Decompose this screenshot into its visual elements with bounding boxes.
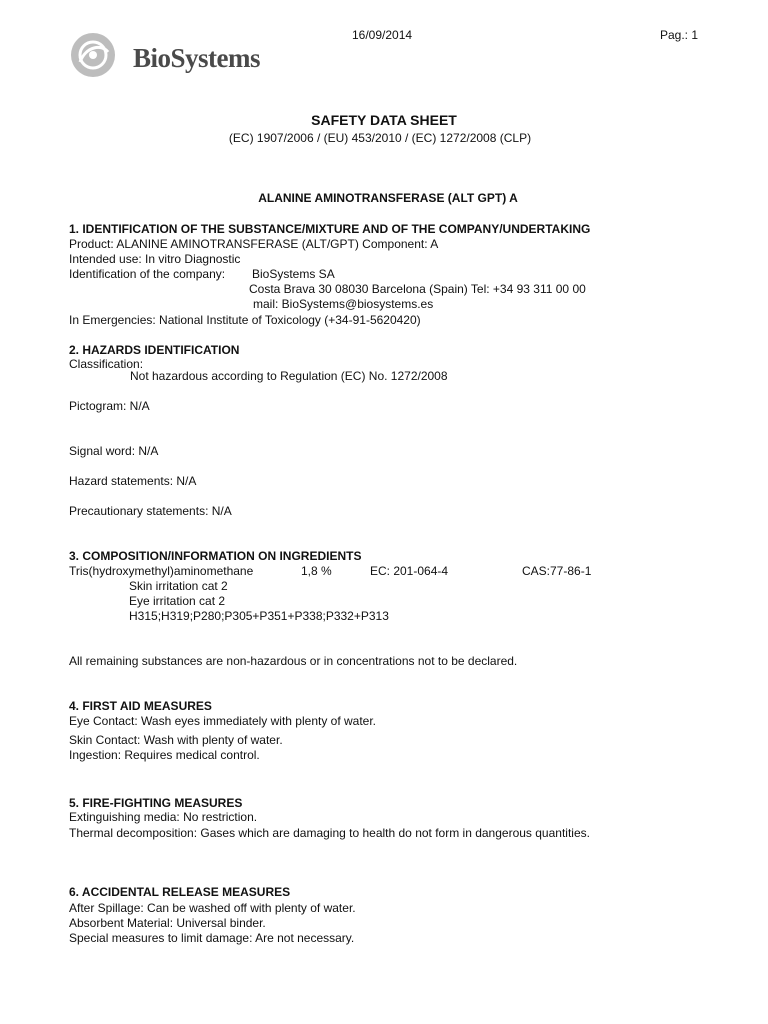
intended-use-line: Intended use: In vitro Diagnostic [69,252,241,266]
page-number: Pag.: 1 [660,28,699,42]
section-3-heading: 3. COMPOSITION/INFORMATION ON INGREDIENTS [69,549,362,563]
document-title: SAFETY DATA SHEET [311,112,457,128]
document-date: 16/09/2014 [352,28,413,42]
ingestion-line: Ingestion: Requires medical control. [69,748,260,762]
regulation-reference: (EC) 1907/2006 / (EU) 453/2010 / (EC) 1272/2008 (CLP) [228,131,532,145]
skin-irritation-class: Skin irritation cat 2 [129,579,228,593]
after-spillage-line: After Spillage: Can be washed off with plenty of water. [69,901,356,915]
product-line: Product: ALANINE AMINOTRANSFERASE (ALT/GPT) Component: A [69,237,439,251]
section-1-heading: 1. IDENTIFICATION OF THE SUBSTANCE/MIXTURE AND OF THE COMPANY/UNDERTAKING [69,222,591,236]
eye-contact-line: Eye Contact: Wash eyes immediately with plenty of water. [69,714,377,728]
classification-label: Classification: [69,357,144,371]
remaining-substances-note: All remaining substances are non-hazardous or in concentrations not to be declared. [69,654,518,668]
section-6-heading: 6. ACCIDENTAL RELEASE MEASURES [69,885,291,899]
signal-word-line: Signal word: N/A [69,444,159,458]
ingredient-name: Tris(hydroxymethyl)aminomethane [69,564,254,578]
company-email: mail: BioSystems@biosystems.es [253,297,434,311]
absorbent-material-line: Absorbent Material: Universal binder. [69,916,266,930]
company-label: Identification of the company: [69,267,226,281]
ingredient-ec-number: EC: 201-064-4 [370,564,449,578]
company-logo-text: BioSystems [133,43,261,73]
company-address: Costa Brava 30 08030 Barcelona (Spain) Tel: +34 93 311 00 00 [249,282,586,296]
section-5-heading: 5. FIRE-FIGHTING MEASURES [69,796,243,810]
hazard-codes: H315;H319;P280;P305+P351+P338;P332+P313 [129,609,389,623]
eye-irritation-class: Eye irritation cat 2 [129,594,226,608]
extinguishing-media-line: Extinguishing media: No restriction. [69,810,258,824]
ingredient-cas-number: CAS:77-86-1 [522,564,592,578]
hazard-statements-line: Hazard statements: N/A [69,474,197,488]
special-measures-line: Special measures to limit damage: Are not necessary. [69,931,355,945]
section-4-heading: 4. FIRST AID MEASURES [69,699,212,713]
precautionary-statements-line: Precautionary statements: N/A [69,504,232,518]
emergency-line: In Emergencies: National Institute of Toxicology (+34-91-5620420) [69,313,421,327]
thermal-decomposition-line: Thermal decomposition: Gases which are damaging to health do not form in dangerous quantities. [69,826,590,840]
biosystems-logo-icon [70,32,116,78]
ingredient-concentration: 1,8 % [301,564,332,578]
product-heading: ALANINE AMINOTRANSFERASE (ALT GPT) A [258,191,518,205]
section-2-heading: 2. HAZARDS IDENTIFICATION [69,343,240,357]
company-name: BioSystems SA [252,267,335,281]
skin-contact-line: Skin Contact: Wash with plenty of water. [69,733,283,747]
classification-value: Not hazardous according to Regulation (EC) No. 1272/2008 [130,369,448,383]
pictogram-line: Pictogram: N/A [69,399,150,413]
